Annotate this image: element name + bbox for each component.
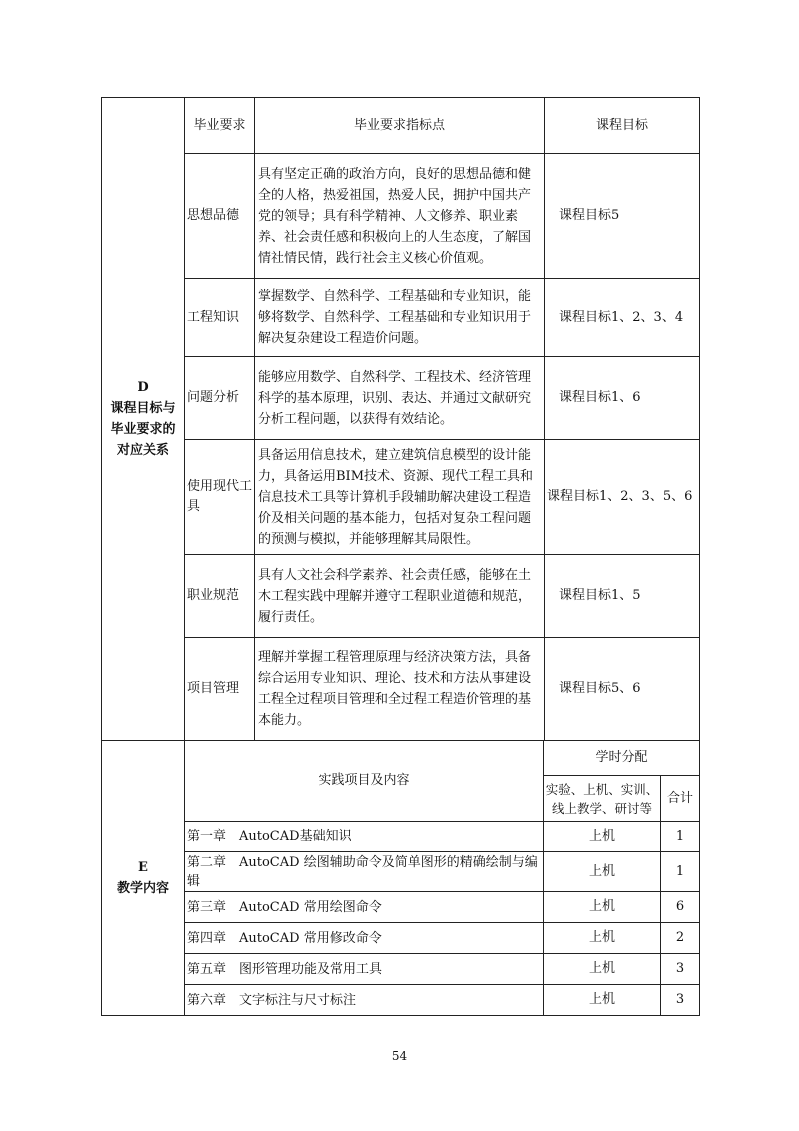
header-indicator: 毕业要求指标点	[255, 98, 545, 154]
requirement-cell: 工程知识	[185, 279, 255, 357]
total-cell: 1	[661, 822, 700, 852]
type-cell: 上机	[544, 892, 661, 923]
table-row	[102, 279, 700, 357]
goal-cell: 课程目标1、2、3、4	[545, 279, 700, 357]
total-cell: 3	[661, 954, 700, 985]
table-row	[102, 822, 700, 852]
table-row	[102, 985, 700, 1016]
table-row	[102, 440, 700, 555]
indicator-cell: 具有人文社会科学素养、社会责任感，能够在土木工程实践中理解并遵守工程职业道德和规范，履行责任。	[255, 555, 545, 638]
project-cell: 第三章 AutoCAD 常用绘图命令	[185, 892, 544, 923]
goal-cell: 课程目标1、2、3、5、6	[545, 440, 700, 555]
goal-cell: 课程目标5	[545, 154, 700, 279]
type-cell: 上机	[544, 985, 661, 1016]
section-d-label: D 课程目标与 毕业要求的 对应关系	[102, 98, 185, 741]
table-row	[102, 954, 700, 985]
type-cell: 上机	[544, 954, 661, 985]
table-row	[102, 154, 700, 279]
requirement-cell: 使用现代工具	[185, 440, 255, 555]
table-row	[102, 892, 700, 923]
goal-cell: 课程目标1、6	[545, 357, 700, 440]
header-requirement: 毕业要求	[185, 98, 255, 154]
indicator-cell: 能够应用数学、自然科学、工程技术、经济管理科学的基本原理，识别、表达、并通过文献研究分析工程问题，以获得有效结论。	[255, 357, 545, 440]
table-row	[102, 638, 700, 741]
type-cell: 上机	[544, 923, 661, 954]
header-total: 合计	[661, 776, 700, 822]
header-type: 实验、上机、实训、 线上教学、研讨等	[544, 776, 661, 822]
indicator-cell: 具有坚定正确的政治方向，良好的思想品德和健全的人格，热爱祖国，热爱人民，拥护中国共产党的领导；具有科学精神、人文修养、职业素养、社会责任感和积极向上的人生态度，了解国情社情民情，践行社会主义核心价值观。	[255, 154, 545, 279]
type-cell: 上机	[544, 852, 661, 892]
requirement-cell: 项目管理	[185, 638, 255, 741]
indicator-cell: 掌握数学、自然科学、工程基础和专业知识，能够将数学、自然科学、工程基础和专业知识用于解决复杂建设工程造价问题。	[255, 279, 545, 357]
teaching-content-table	[101, 740, 700, 1016]
table-row	[102, 357, 700, 440]
project-cell: 第五章 图形管理功能及常用工具	[185, 954, 544, 985]
goal-cell: 课程目标1、5	[545, 555, 700, 638]
table-row	[102, 555, 700, 638]
indicator-cell: 理解并掌握工程管理原理与经济决策方法，具备综合运用专业知识、理论、技术和方法从事建设工程全过程项目管理和全过程工程造价管理的基本能力。	[255, 638, 545, 741]
section-e-label: E 教学内容	[102, 741, 185, 1016]
project-cell: 第六章 文字标注与尺寸标注	[185, 985, 544, 1016]
table-row	[102, 923, 700, 954]
requirement-cell: 职业规范	[185, 555, 255, 638]
total-cell: 1	[661, 852, 700, 892]
total-cell: 3	[661, 985, 700, 1016]
header-goal: 课程目标	[545, 98, 700, 154]
project-cell: 第二章 AutoCAD 绘图辅助命令及简单图形的精确绘制与编辑	[185, 852, 544, 892]
table-row	[102, 852, 700, 892]
indicator-cell: 具备运用信息技术，建立建筑信息模型的设计能力，具备运用BIM技术、资源、现代工程工具和信息技术工具等计算机手段辅助解决建设工程造价及相关问题的基本能力，包括对复杂工程问题的预测与模拟，并能够理解其局限性。	[255, 440, 545, 555]
requirement-cell: 思想品德	[185, 154, 255, 279]
requirement-cell: 问题分析	[185, 357, 255, 440]
page-number: 54	[391, 1049, 408, 1063]
project-cell: 第一章 AutoCAD基础知识	[185, 822, 544, 852]
type-cell: 上机	[544, 822, 661, 852]
total-cell: 6	[661, 892, 700, 923]
course-goal-mapping-table	[101, 97, 700, 741]
total-cell: 2	[661, 923, 700, 954]
project-cell: 第四章 AutoCAD 常用修改命令	[185, 923, 544, 954]
goal-cell: 课程目标5、6	[545, 638, 700, 741]
header-hours: 学时分配	[544, 741, 700, 776]
header-project: 实践项目及内容	[185, 741, 544, 822]
